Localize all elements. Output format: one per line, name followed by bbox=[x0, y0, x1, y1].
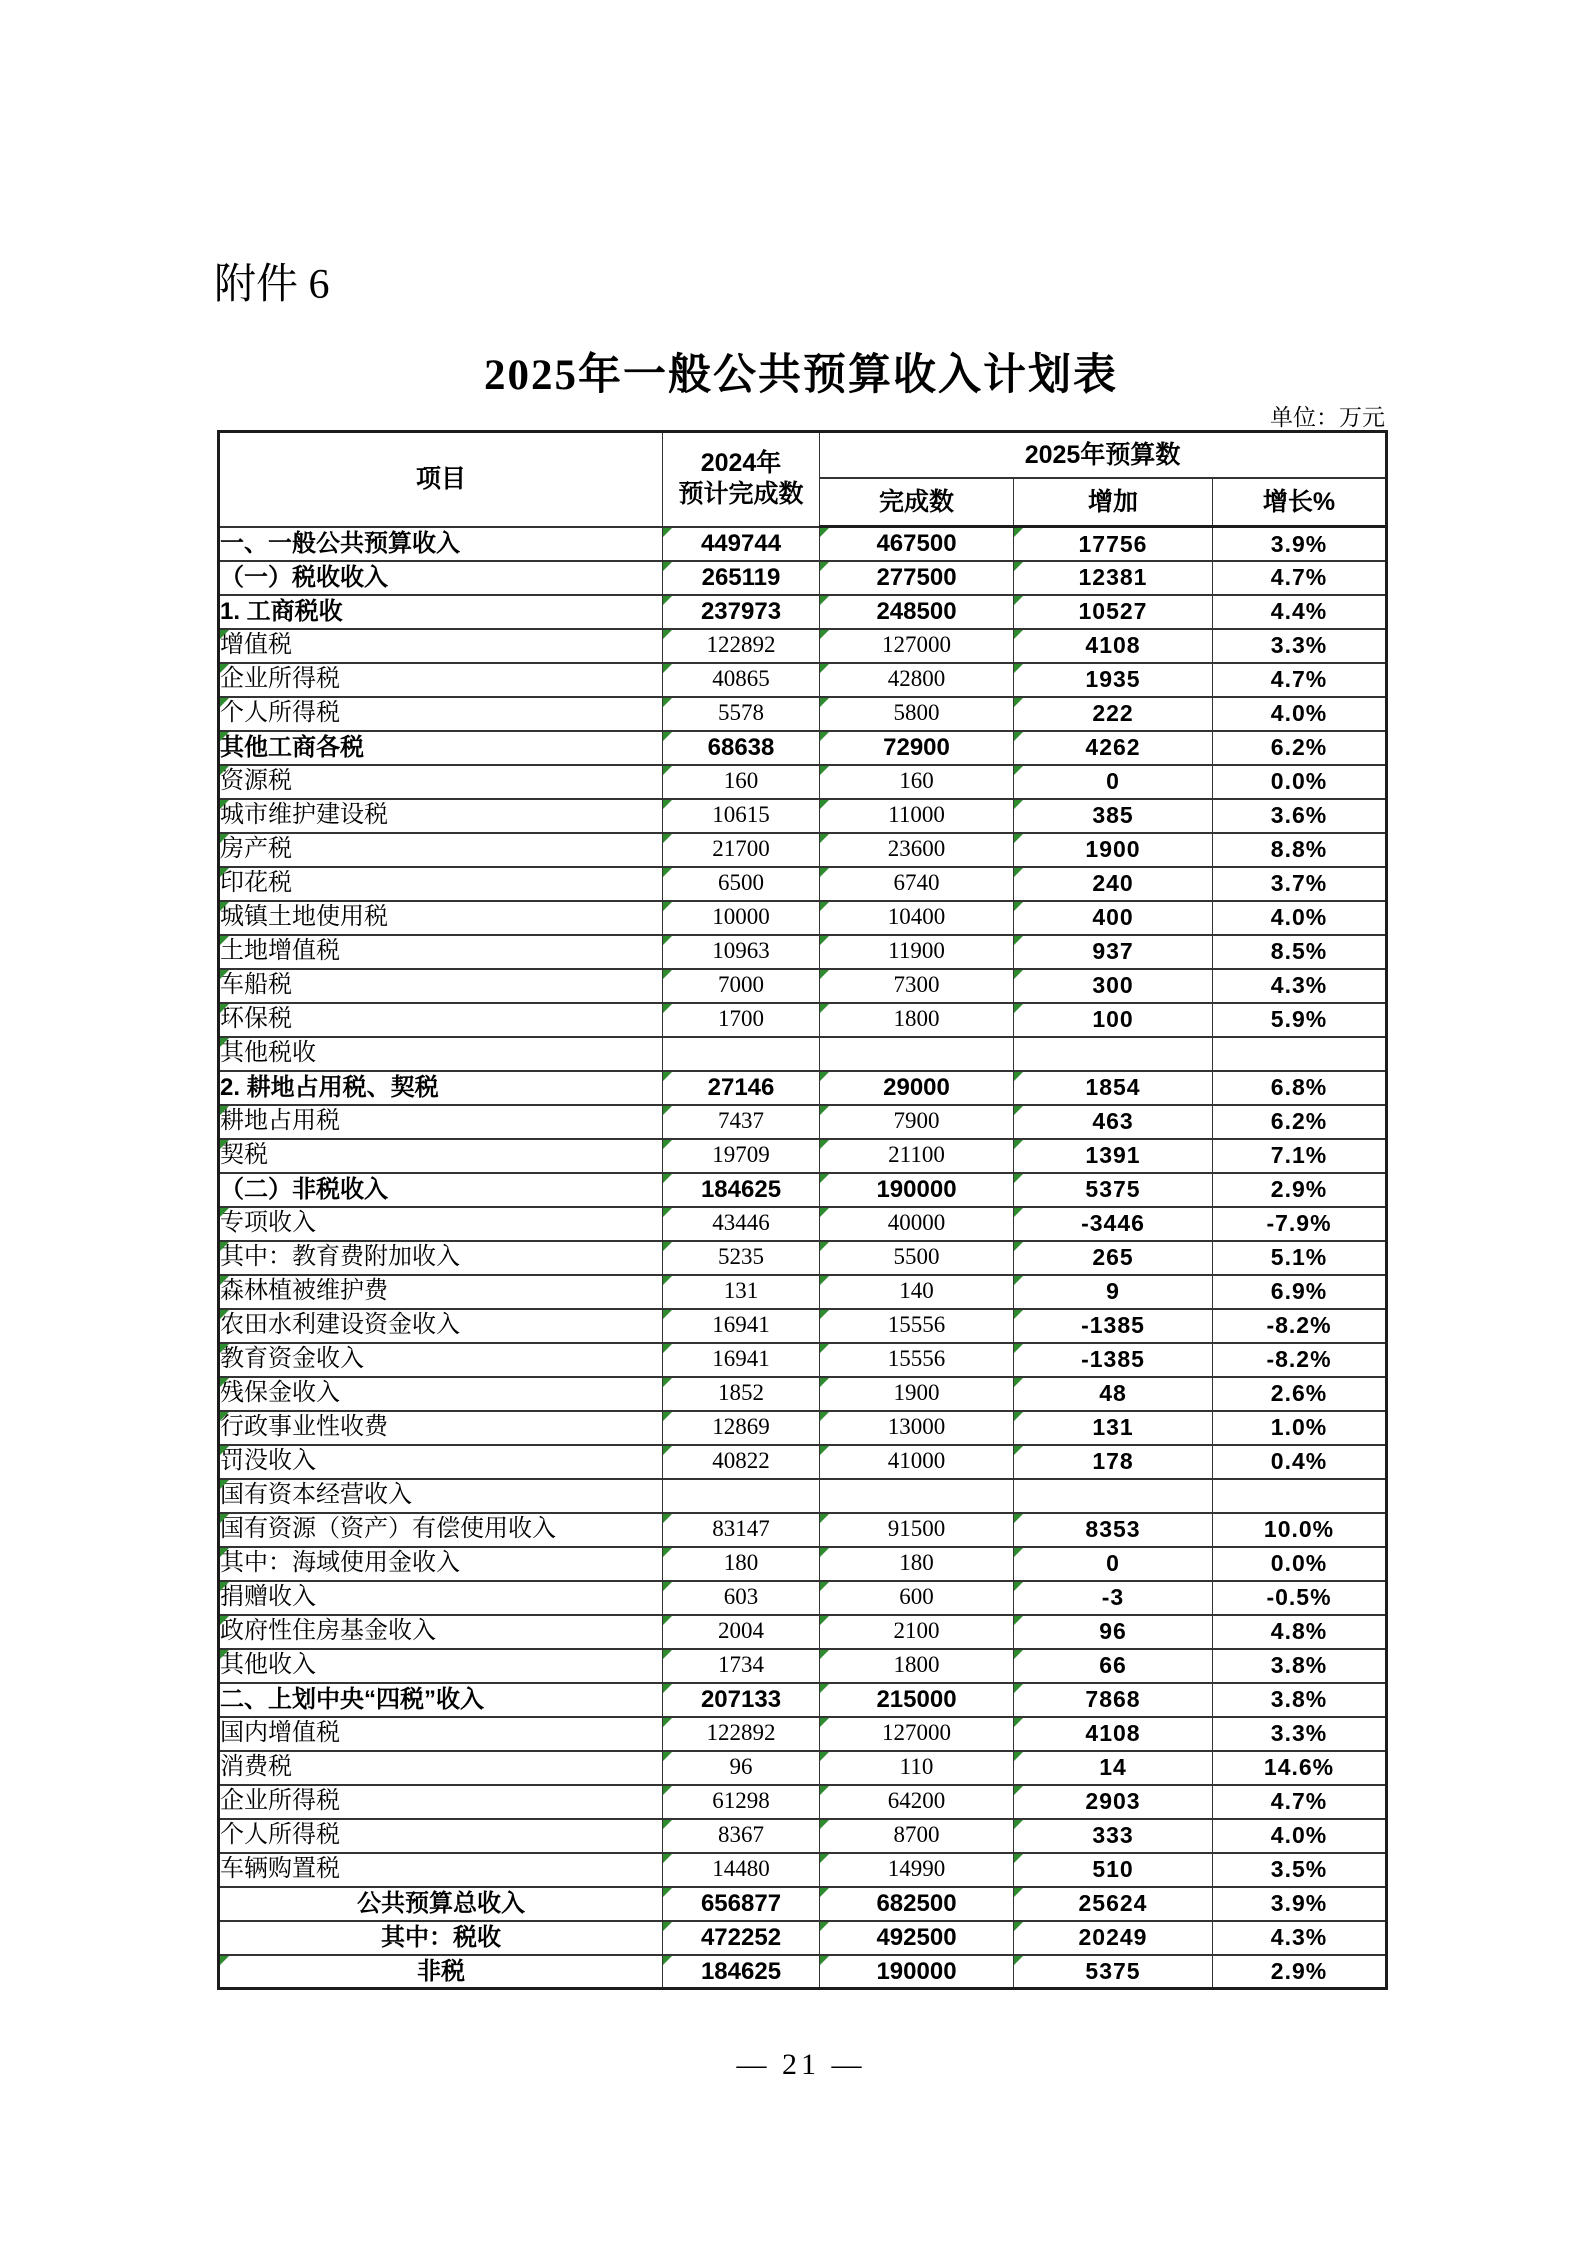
growth-cell: 4.8% bbox=[1213, 1615, 1387, 1649]
value-2025-cell: 5500 bbox=[820, 1241, 1014, 1275]
growth-cell: 5.9% bbox=[1213, 1003, 1387, 1037]
growth-cell: 0.0% bbox=[1213, 765, 1387, 799]
header-completed: 完成数 bbox=[820, 478, 1014, 527]
increase-cell: 96 bbox=[1014, 1615, 1213, 1649]
value-2025-cell: 41000 bbox=[820, 1445, 1014, 1479]
table-row bbox=[219, 561, 1387, 595]
value-2024-cell: 12869 bbox=[663, 1411, 820, 1445]
table-row bbox=[219, 969, 1387, 1003]
value-2024-cell: 472252 bbox=[663, 1921, 820, 1955]
value-2025-cell: 682500 bbox=[820, 1887, 1014, 1921]
header-growth: 增长% bbox=[1213, 478, 1387, 527]
item-label-cell: 城市维护建设税 bbox=[219, 799, 663, 833]
item-label-cell: 其中：税收 bbox=[219, 1921, 663, 1955]
item-label-cell: 个人所得税 bbox=[219, 697, 663, 731]
growth-cell: 2.9% bbox=[1213, 1173, 1387, 1207]
increase-cell: 300 bbox=[1014, 969, 1213, 1003]
value-2025-cell: 64200 bbox=[820, 1785, 1014, 1819]
growth-cell: 3.8% bbox=[1213, 1683, 1387, 1717]
table-row bbox=[219, 1173, 1387, 1207]
value-2025-cell: 42800 bbox=[820, 663, 1014, 697]
table-row bbox=[219, 1615, 1387, 1649]
increase-cell: 5375 bbox=[1014, 1955, 1213, 1989]
item-label-cell: 房产税 bbox=[219, 833, 663, 867]
item-label-cell: 一、一般公共预算收入 bbox=[219, 527, 663, 561]
growth-cell: 4.7% bbox=[1213, 561, 1387, 595]
value-2024-cell: 603 bbox=[663, 1581, 820, 1615]
growth-cell: -8.2% bbox=[1213, 1309, 1387, 1343]
table-row bbox=[219, 765, 1387, 799]
growth-cell: 6.8% bbox=[1213, 1071, 1387, 1105]
value-2024-cell: 16941 bbox=[663, 1343, 820, 1377]
item-label-cell: 个人所得税 bbox=[219, 1819, 663, 1853]
item-label-cell: 资源税 bbox=[219, 765, 663, 799]
growth-cell: 1.0% bbox=[1213, 1411, 1387, 1445]
growth-cell bbox=[1213, 1037, 1387, 1071]
increase-cell: 178 bbox=[1014, 1445, 1213, 1479]
value-2025-cell: 248500 bbox=[820, 595, 1014, 629]
growth-cell: 3.6% bbox=[1213, 799, 1387, 833]
table-row bbox=[219, 1819, 1387, 1853]
increase-cell bbox=[1014, 1479, 1213, 1513]
item-label-cell: 捐赠收入 bbox=[219, 1581, 663, 1615]
value-2025-cell: 29000 bbox=[820, 1071, 1014, 1105]
value-2024-cell: 8367 bbox=[663, 1819, 820, 1853]
value-2024-cell: 43446 bbox=[663, 1207, 820, 1241]
item-label-cell: 教育资金收入 bbox=[219, 1343, 663, 1377]
increase-cell: 10527 bbox=[1014, 595, 1213, 629]
increase-cell: 463 bbox=[1014, 1105, 1213, 1139]
value-2024-cell: 1852 bbox=[663, 1377, 820, 1411]
increase-cell: 7868 bbox=[1014, 1683, 1213, 1717]
value-2025-cell bbox=[820, 1479, 1014, 1513]
value-2024-cell: 16941 bbox=[663, 1309, 820, 1343]
page-title: 2025年一般公共预算收入计划表 bbox=[484, 352, 1118, 399]
growth-cell: 4.7% bbox=[1213, 1785, 1387, 1819]
attachment-label: 附件 6 bbox=[214, 262, 330, 308]
item-label-cell: 农田水利建设资金收入 bbox=[219, 1309, 663, 1343]
increase-cell: 14 bbox=[1014, 1751, 1213, 1785]
value-2024-cell: 40865 bbox=[663, 663, 820, 697]
growth-cell: 0.4% bbox=[1213, 1445, 1387, 1479]
value-2024-cell: 5578 bbox=[663, 697, 820, 731]
item-label-cell: 公共预算总收入 bbox=[219, 1887, 663, 1921]
value-2025-cell: 215000 bbox=[820, 1683, 1014, 1717]
value-2024-cell: 5235 bbox=[663, 1241, 820, 1275]
header-2024-line1: 2024年 bbox=[700, 449, 782, 477]
item-label-cell: 车船税 bbox=[219, 969, 663, 1003]
growth-cell: 4.4% bbox=[1213, 595, 1387, 629]
item-label-cell: 国有资本经营收入 bbox=[219, 1479, 663, 1513]
table-row bbox=[219, 1071, 1387, 1105]
growth-cell: 3.3% bbox=[1213, 629, 1387, 663]
value-2025-cell: 10400 bbox=[820, 901, 1014, 935]
table-row bbox=[219, 1309, 1387, 1343]
item-label-cell: （二）非税收入 bbox=[219, 1173, 663, 1207]
value-2024-cell: 61298 bbox=[663, 1785, 820, 1819]
value-2025-cell: 7900 bbox=[820, 1105, 1014, 1139]
table-row bbox=[219, 799, 1387, 833]
increase-cell: 1854 bbox=[1014, 1071, 1213, 1105]
header-2024-line2: 预计完成数 bbox=[678, 480, 804, 509]
item-label-cell: 其他工商各税 bbox=[219, 731, 663, 765]
table-row bbox=[219, 595, 1387, 629]
increase-cell: 100 bbox=[1014, 1003, 1213, 1037]
increase-cell: 131 bbox=[1014, 1411, 1213, 1445]
table-row bbox=[219, 629, 1387, 663]
growth-cell: 3.9% bbox=[1213, 527, 1387, 561]
increase-cell: 66 bbox=[1014, 1649, 1213, 1683]
value-2024-cell: 184625 bbox=[663, 1173, 820, 1207]
value-2025-cell: 127000 bbox=[820, 629, 1014, 663]
table-row bbox=[219, 731, 1387, 765]
growth-cell: -0.5% bbox=[1213, 1581, 1387, 1615]
growth-cell: 3.3% bbox=[1213, 1717, 1387, 1751]
table-row bbox=[219, 1547, 1387, 1581]
table-row bbox=[219, 1037, 1387, 1071]
value-2025-cell: 8700 bbox=[820, 1819, 1014, 1853]
table-row bbox=[219, 1343, 1387, 1377]
value-2025-cell: 5800 bbox=[820, 697, 1014, 731]
increase-cell: 1391 bbox=[1014, 1139, 1213, 1173]
header-2024-estimate bbox=[663, 432, 820, 527]
increase-cell: 4108 bbox=[1014, 629, 1213, 663]
value-2024-cell bbox=[663, 1037, 820, 1071]
growth-cell: 0.0% bbox=[1213, 1547, 1387, 1581]
table-row bbox=[219, 1955, 1387, 1989]
value-2025-cell: 2100 bbox=[820, 1615, 1014, 1649]
table-row bbox=[219, 1751, 1387, 1785]
item-label-cell: 1. 工商税收 bbox=[219, 595, 663, 629]
value-2024-cell: 21700 bbox=[663, 833, 820, 867]
value-2024-cell: 10963 bbox=[663, 935, 820, 969]
value-2024-cell: 27146 bbox=[663, 1071, 820, 1105]
table-body bbox=[219, 527, 1387, 1989]
value-2024-cell: 83147 bbox=[663, 1513, 820, 1547]
table-row bbox=[219, 1717, 1387, 1751]
value-2024-cell: 10615 bbox=[663, 799, 820, 833]
table-row bbox=[219, 1445, 1387, 1479]
growth-cell: 4.7% bbox=[1213, 663, 1387, 697]
value-2025-cell: 492500 bbox=[820, 1921, 1014, 1955]
item-label-cell: 企业所得税 bbox=[219, 663, 663, 697]
growth-cell: 14.6% bbox=[1213, 1751, 1387, 1785]
increase-cell: 4262 bbox=[1014, 731, 1213, 765]
increase-cell: 4108 bbox=[1014, 1717, 1213, 1751]
growth-cell: 3.9% bbox=[1213, 1887, 1387, 1921]
value-2025-cell: 160 bbox=[820, 765, 1014, 799]
value-2024-cell bbox=[663, 1479, 820, 1513]
value-2025-cell: 467500 bbox=[820, 527, 1014, 561]
item-label-cell: 二、上划中央“四税”收入 bbox=[219, 1683, 663, 1717]
item-label-cell: 土地增值税 bbox=[219, 935, 663, 969]
table-row bbox=[219, 1683, 1387, 1717]
table-row bbox=[219, 527, 1387, 561]
value-2024-cell: 6500 bbox=[663, 867, 820, 901]
value-2025-cell: 600 bbox=[820, 1581, 1014, 1615]
item-label-cell: 非税 bbox=[219, 1955, 663, 1989]
item-label-cell: 印花税 bbox=[219, 867, 663, 901]
value-2025-cell: 91500 bbox=[820, 1513, 1014, 1547]
value-2024-cell: 7000 bbox=[663, 969, 820, 1003]
value-2025-cell: 21100 bbox=[820, 1139, 1014, 1173]
value-2024-cell: 19709 bbox=[663, 1139, 820, 1173]
increase-cell: 8353 bbox=[1014, 1513, 1213, 1547]
increase-cell: 400 bbox=[1014, 901, 1213, 935]
increase-cell: 0 bbox=[1014, 765, 1213, 799]
item-label-cell: 罚没收入 bbox=[219, 1445, 663, 1479]
value-2024-cell: 184625 bbox=[663, 1955, 820, 1989]
item-label-cell: 政府性住房基金收入 bbox=[219, 1615, 663, 1649]
value-2025-cell: 13000 bbox=[820, 1411, 1014, 1445]
growth-cell: 5.1% bbox=[1213, 1241, 1387, 1275]
increase-cell: 1935 bbox=[1014, 663, 1213, 697]
item-label-cell: 残保金收入 bbox=[219, 1377, 663, 1411]
value-2024-cell: 265119 bbox=[663, 561, 820, 595]
growth-cell: 4.0% bbox=[1213, 697, 1387, 731]
increase-cell: 9 bbox=[1014, 1275, 1213, 1309]
item-label-cell: 环保税 bbox=[219, 1003, 663, 1037]
header-item: 项目 bbox=[219, 432, 663, 527]
table-row bbox=[219, 1241, 1387, 1275]
table-row bbox=[219, 935, 1387, 969]
value-2025-cell: 140 bbox=[820, 1275, 1014, 1309]
value-2025-cell: 11900 bbox=[820, 935, 1014, 969]
value-2025-cell: 11000 bbox=[820, 799, 1014, 833]
item-label-cell: 城镇土地使用税 bbox=[219, 901, 663, 935]
item-label-cell: 其中：海域使用金收入 bbox=[219, 1547, 663, 1581]
value-2025-cell: 14990 bbox=[820, 1853, 1014, 1887]
growth-cell: 3.8% bbox=[1213, 1649, 1387, 1683]
growth-cell: 8.8% bbox=[1213, 833, 1387, 867]
table-row bbox=[219, 1377, 1387, 1411]
table-row bbox=[219, 1513, 1387, 1547]
value-2024-cell: 7437 bbox=[663, 1105, 820, 1139]
item-label-cell: 行政事业性收费 bbox=[219, 1411, 663, 1445]
value-2025-cell: 127000 bbox=[820, 1717, 1014, 1751]
item-label-cell: 国内增值税 bbox=[219, 1717, 663, 1751]
value-2024-cell: 1734 bbox=[663, 1649, 820, 1683]
table-row bbox=[219, 1921, 1387, 1955]
table-row bbox=[219, 901, 1387, 935]
item-label-cell: 国有资源（资产）有偿使用收入 bbox=[219, 1513, 663, 1547]
growth-cell: 2.9% bbox=[1213, 1955, 1387, 1989]
value-2024-cell: 131 bbox=[663, 1275, 820, 1309]
value-2025-cell: 1800 bbox=[820, 1649, 1014, 1683]
header-row-1 bbox=[219, 432, 1387, 479]
increase-cell: -3 bbox=[1014, 1581, 1213, 1615]
table-row bbox=[219, 1649, 1387, 1683]
increase-cell: 0 bbox=[1014, 1547, 1213, 1581]
item-label-cell: （一）税收收入 bbox=[219, 561, 663, 595]
item-label-cell: 消费税 bbox=[219, 1751, 663, 1785]
increase-cell: 385 bbox=[1014, 799, 1213, 833]
growth-cell bbox=[1213, 1479, 1387, 1513]
increase-cell: 25624 bbox=[1014, 1887, 1213, 1921]
item-label-cell: 耕地占用税 bbox=[219, 1105, 663, 1139]
value-2025-cell: 15556 bbox=[820, 1343, 1014, 1377]
value-2024-cell: 1700 bbox=[663, 1003, 820, 1037]
value-2025-cell: 15556 bbox=[820, 1309, 1014, 1343]
increase-cell: 20249 bbox=[1014, 1921, 1213, 1955]
table-row bbox=[219, 663, 1387, 697]
table-row bbox=[219, 1411, 1387, 1445]
item-label-cell: 契税 bbox=[219, 1139, 663, 1173]
table-row bbox=[219, 867, 1387, 901]
value-2025-cell: 110 bbox=[820, 1751, 1014, 1785]
increase-cell: 333 bbox=[1014, 1819, 1213, 1853]
growth-cell: 4.3% bbox=[1213, 969, 1387, 1003]
table-row bbox=[219, 833, 1387, 867]
value-2025-cell: 23600 bbox=[820, 833, 1014, 867]
value-2024-cell: 656877 bbox=[663, 1887, 820, 1921]
growth-cell: 10.0% bbox=[1213, 1513, 1387, 1547]
increase-cell: 17756 bbox=[1014, 527, 1213, 561]
table-row bbox=[219, 1275, 1387, 1309]
item-label-cell: 其他税收 bbox=[219, 1037, 663, 1071]
increase-cell: -1385 bbox=[1014, 1309, 1213, 1343]
item-label-cell: 增值税 bbox=[219, 629, 663, 663]
value-2024-cell: 14480 bbox=[663, 1853, 820, 1887]
growth-cell: -8.2% bbox=[1213, 1343, 1387, 1377]
value-2025-cell: 1800 bbox=[820, 1003, 1014, 1037]
increase-cell: 510 bbox=[1014, 1853, 1213, 1887]
item-label-cell: 2. 耕地占用税、契税 bbox=[219, 1071, 663, 1105]
table-row bbox=[219, 697, 1387, 731]
table-row bbox=[219, 1105, 1387, 1139]
value-2024-cell: 40822 bbox=[663, 1445, 820, 1479]
table-row bbox=[219, 1853, 1387, 1887]
growth-cell: 7.1% bbox=[1213, 1139, 1387, 1173]
header-2025-group: 2025年预算数 bbox=[820, 432, 1387, 479]
growth-cell: -7.9% bbox=[1213, 1207, 1387, 1241]
value-2024-cell: 122892 bbox=[663, 1717, 820, 1751]
table-row bbox=[219, 1139, 1387, 1173]
item-label-cell: 其他收入 bbox=[219, 1649, 663, 1683]
increase-cell: -3446 bbox=[1014, 1207, 1213, 1241]
increase-cell: 2903 bbox=[1014, 1785, 1213, 1819]
increase-cell: 240 bbox=[1014, 867, 1213, 901]
increase-cell: 48 bbox=[1014, 1377, 1213, 1411]
growth-cell: 8.5% bbox=[1213, 935, 1387, 969]
increase-cell: 12381 bbox=[1014, 561, 1213, 595]
value-2024-cell: 122892 bbox=[663, 629, 820, 663]
value-2024-cell: 160 bbox=[663, 765, 820, 799]
table-row bbox=[219, 1581, 1387, 1615]
budget-table bbox=[217, 430, 1388, 1990]
increase-cell: 1900 bbox=[1014, 833, 1213, 867]
item-label-cell: 专项收入 bbox=[219, 1207, 663, 1241]
value-2025-cell: 72900 bbox=[820, 731, 1014, 765]
increase-cell: 937 bbox=[1014, 935, 1213, 969]
table-row bbox=[219, 1887, 1387, 1921]
page-number: — 21 — bbox=[736, 2048, 866, 2081]
growth-cell: 3.7% bbox=[1213, 867, 1387, 901]
table-row bbox=[219, 1479, 1387, 1513]
value-2024-cell: 237973 bbox=[663, 595, 820, 629]
growth-cell: 6.2% bbox=[1213, 1105, 1387, 1139]
value-2024-cell: 10000 bbox=[663, 901, 820, 935]
growth-cell: 4.3% bbox=[1213, 1921, 1387, 1955]
value-2024-cell: 2004 bbox=[663, 1615, 820, 1649]
increase-cell: 222 bbox=[1014, 697, 1213, 731]
increase-cell bbox=[1014, 1037, 1213, 1071]
increase-cell: 265 bbox=[1014, 1241, 1213, 1275]
value-2024-cell: 68638 bbox=[663, 731, 820, 765]
value-2024-cell: 207133 bbox=[663, 1683, 820, 1717]
increase-cell: -1385 bbox=[1014, 1343, 1213, 1377]
header-increase: 增加 bbox=[1014, 478, 1213, 527]
table-row bbox=[219, 1785, 1387, 1819]
value-2024-cell: 180 bbox=[663, 1547, 820, 1581]
table-row bbox=[219, 1003, 1387, 1037]
value-2025-cell: 190000 bbox=[820, 1173, 1014, 1207]
item-label-cell: 企业所得税 bbox=[219, 1785, 663, 1819]
unit-note: 单位：万元 bbox=[1270, 404, 1385, 430]
table-row bbox=[219, 1207, 1387, 1241]
growth-cell: 6.2% bbox=[1213, 731, 1387, 765]
value-2025-cell: 180 bbox=[820, 1547, 1014, 1581]
value-2025-cell: 277500 bbox=[820, 561, 1014, 595]
growth-cell: 2.6% bbox=[1213, 1377, 1387, 1411]
value-2025-cell: 190000 bbox=[820, 1955, 1014, 1989]
item-label-cell: 森林植被维护费 bbox=[219, 1275, 663, 1309]
table-header bbox=[219, 432, 1387, 527]
growth-cell: 4.0% bbox=[1213, 1819, 1387, 1853]
item-label-cell: 其中：教育费附加收入 bbox=[219, 1241, 663, 1275]
growth-cell: 3.5% bbox=[1213, 1853, 1387, 1887]
value-2024-cell: 449744 bbox=[663, 527, 820, 561]
value-2024-cell: 96 bbox=[663, 1751, 820, 1785]
value-2025-cell bbox=[820, 1037, 1014, 1071]
value-2025-cell: 6740 bbox=[820, 867, 1014, 901]
value-2025-cell: 7300 bbox=[820, 969, 1014, 1003]
value-2025-cell: 1900 bbox=[820, 1377, 1014, 1411]
increase-cell: 5375 bbox=[1014, 1173, 1213, 1207]
growth-cell: 6.9% bbox=[1213, 1275, 1387, 1309]
growth-cell: 4.0% bbox=[1213, 901, 1387, 935]
value-2025-cell: 40000 bbox=[820, 1207, 1014, 1241]
item-label-cell: 车辆购置税 bbox=[219, 1853, 663, 1887]
